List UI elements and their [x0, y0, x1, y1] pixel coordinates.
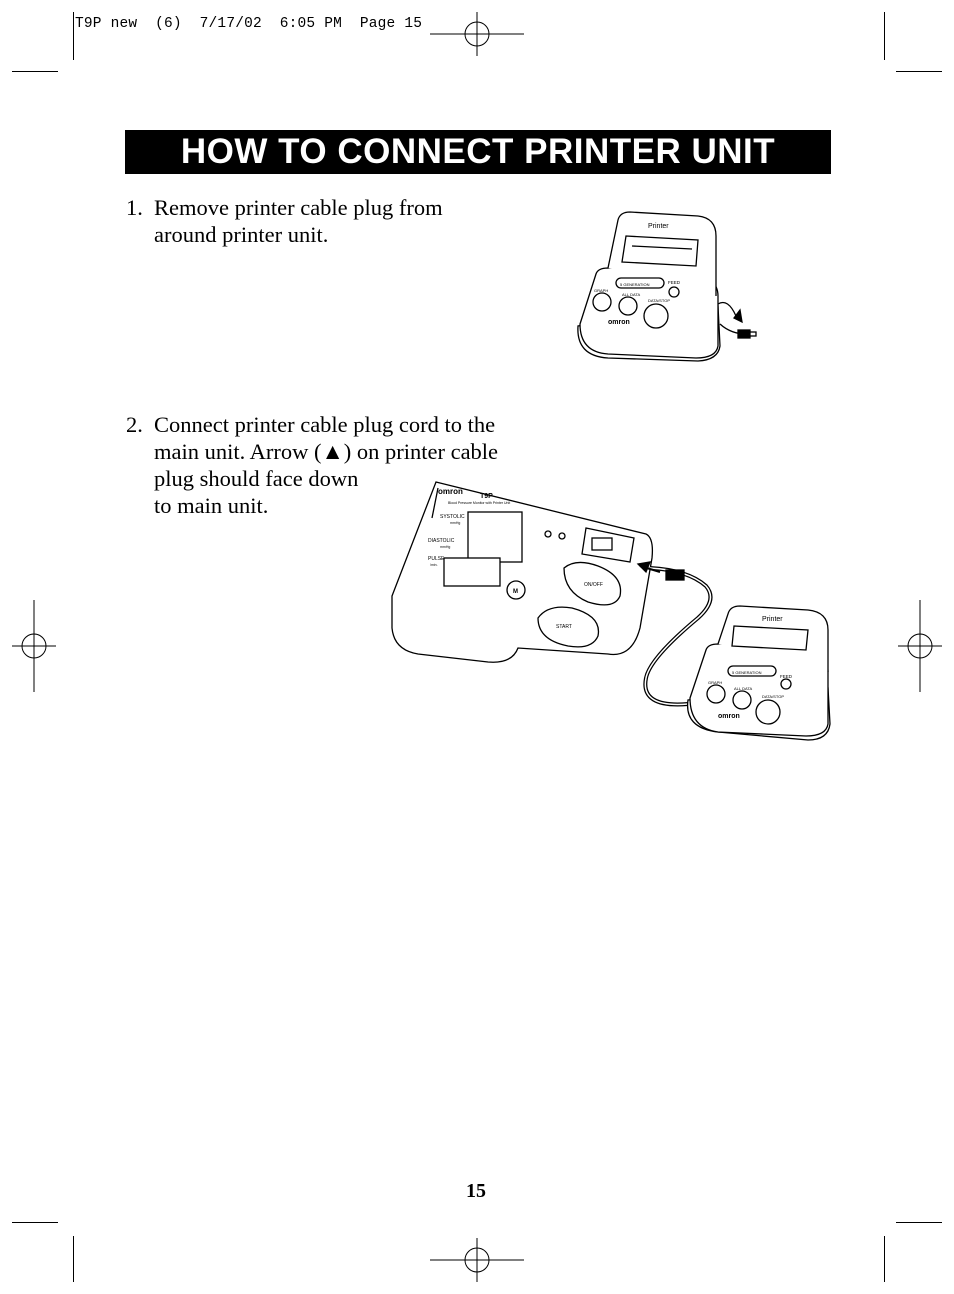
printer-label: Printer	[648, 223, 669, 230]
step-text-line: main unit. Arrow (▲) on printer cable	[154, 439, 499, 464]
diastolic-unit: mmHg	[440, 545, 451, 549]
title-banner	[125, 130, 831, 174]
systolic-label: SYSTOLIC	[440, 514, 465, 520]
systolic-unit: mmHg	[450, 521, 461, 525]
graph-label: GRAPH	[708, 680, 723, 685]
data-stop-label: DATA/STOP	[648, 298, 671, 303]
feed-label: FEED	[780, 674, 793, 679]
print-slug-line: T9P new (6) 7/17/02 6:05 PM Page 15	[75, 16, 423, 32]
start-button-label: START	[556, 624, 572, 630]
m-button-label: M	[513, 589, 518, 595]
page-number: 15	[466, 1180, 486, 1202]
diastolic-label: DIASTOLIC	[428, 538, 455, 544]
mode-label: 5 GENERATION	[732, 670, 762, 675]
data-stop-label: DATA/STOP	[762, 694, 785, 699]
all-data-label: ALL DATA	[622, 292, 641, 297]
step-number: 1.	[126, 195, 143, 220]
onoff-button-label: ON/OFF	[584, 582, 603, 588]
pulse-label: PULSE	[428, 556, 445, 562]
main-unit-subtitle: Blood Pressure Monitor with Printer Unit	[448, 501, 511, 505]
graph-label: GRAPH	[594, 288, 609, 293]
main-unit-connection-illustration	[388, 478, 838, 753]
brand-logo: omron	[608, 319, 630, 326]
step-text-line: plug should face down	[154, 466, 359, 491]
brand-logo: omron	[718, 713, 740, 720]
main-unit-model: T9P	[480, 493, 493, 500]
step-number: 2.	[126, 412, 143, 437]
pulse-unit: /min.	[430, 563, 438, 567]
main-unit-brand: omron	[438, 487, 463, 496]
step-text-line: Connect printer cable plug cord to the	[154, 412, 496, 437]
mode-label: 5 GENERATION	[620, 282, 650, 287]
feed-label: FEED	[668, 280, 681, 285]
all-data-label: ALL DATA	[734, 686, 753, 691]
page-title: HOW TO CONNECT PRINTER UNIT	[180, 132, 776, 171]
printer-label: Printer	[762, 616, 783, 623]
step-text-line: to main unit.	[154, 493, 269, 518]
step-text-line: around printer unit.	[154, 222, 329, 247]
printer-unit-illustration-1	[568, 206, 768, 366]
step-text-line: Remove printer cable plug from	[154, 195, 443, 220]
